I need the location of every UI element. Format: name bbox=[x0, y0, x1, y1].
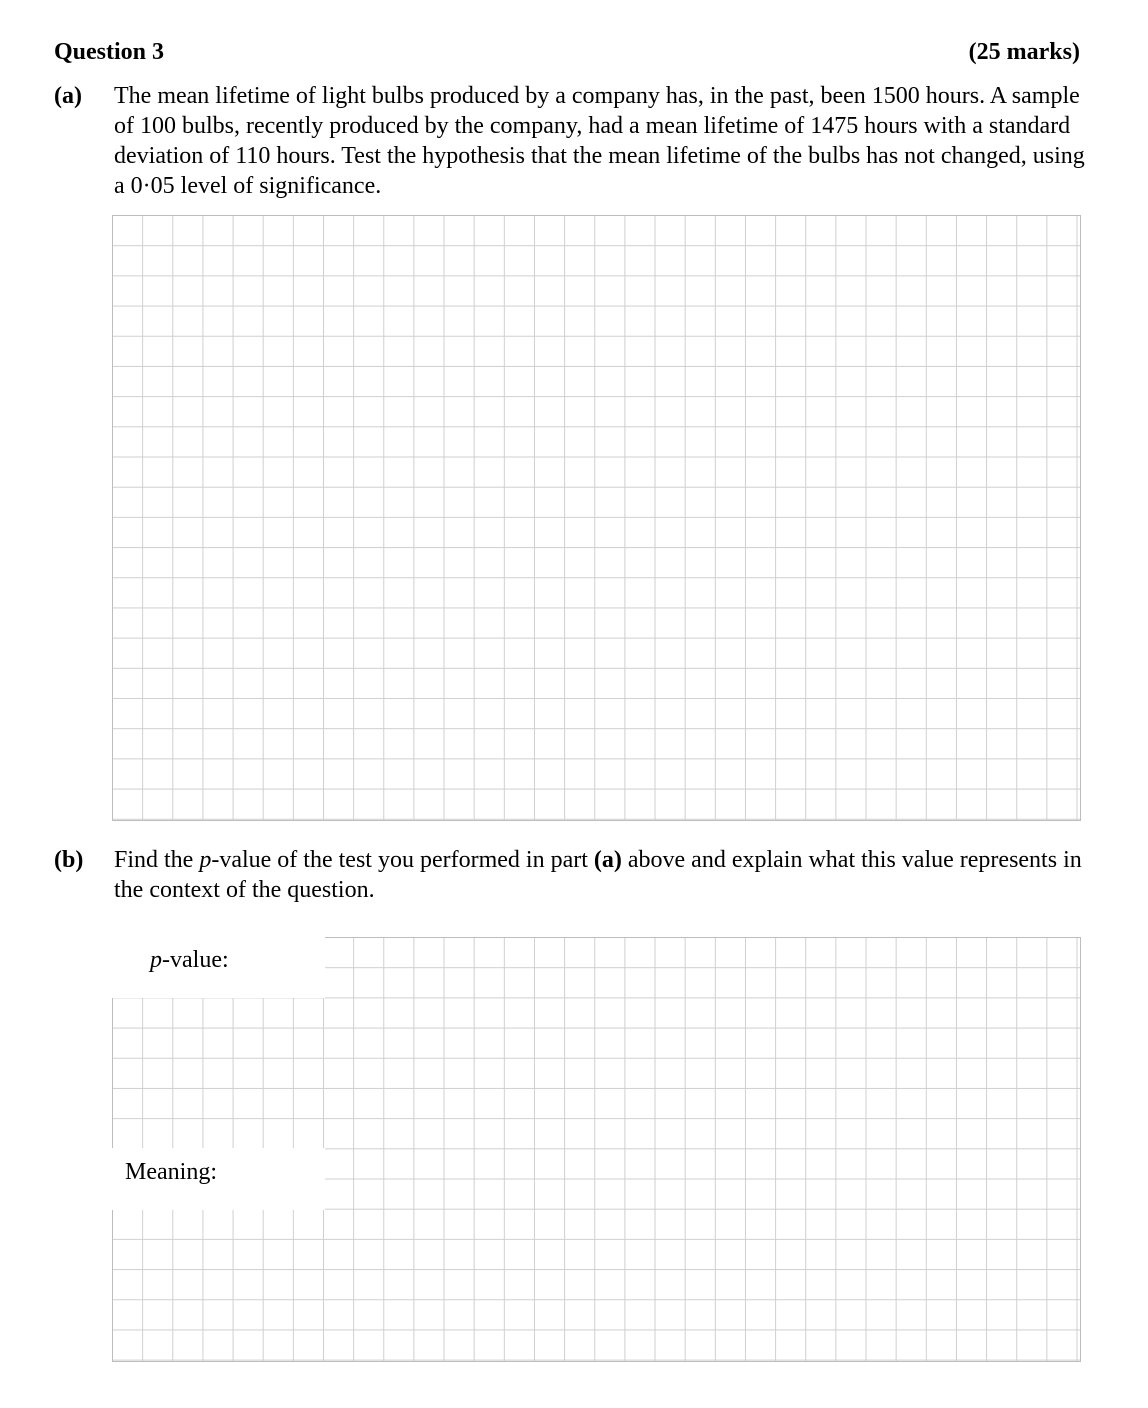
part-b-label: (b) bbox=[54, 847, 84, 873]
part-b-text bbox=[114, 845, 1094, 905]
question-title: Question 3 bbox=[54, 39, 165, 65]
part-b-text-p: p bbox=[199, 847, 212, 873]
pvalue-label-rest: -value: bbox=[162, 947, 229, 973]
part-b-text-3: above and explain what this value represents in the context of the question. bbox=[114, 847, 1082, 903]
meaning-label: Meaning: bbox=[125, 1159, 217, 1185]
pvalue-label bbox=[150, 945, 229, 975]
question-marks: (25 marks) bbox=[968, 39, 1080, 65]
part-b-text-a: (a) bbox=[593, 847, 622, 873]
part-b-text-2: -value of the test you performed in part bbox=[211, 847, 594, 873]
pvalue-label-p: p bbox=[150, 947, 162, 973]
part-a-answer-grid[interactable] bbox=[112, 215, 1081, 821]
part-a-text: The mean lifetime of light bulbs produced by a company has, in the past, been 1500 hours. A sample of 100 bulbs, recently produced by the company, had a mean lifetime of 1475 hours with a standard deviation of 110 hours. Test the hypothesis that the mean lifetime of the bulbs has not changed, using a 0·05 level of significance. bbox=[114, 83, 1085, 199]
part-b-text-1: Find the bbox=[114, 847, 200, 873]
part-a-label: (a) bbox=[54, 83, 82, 109]
